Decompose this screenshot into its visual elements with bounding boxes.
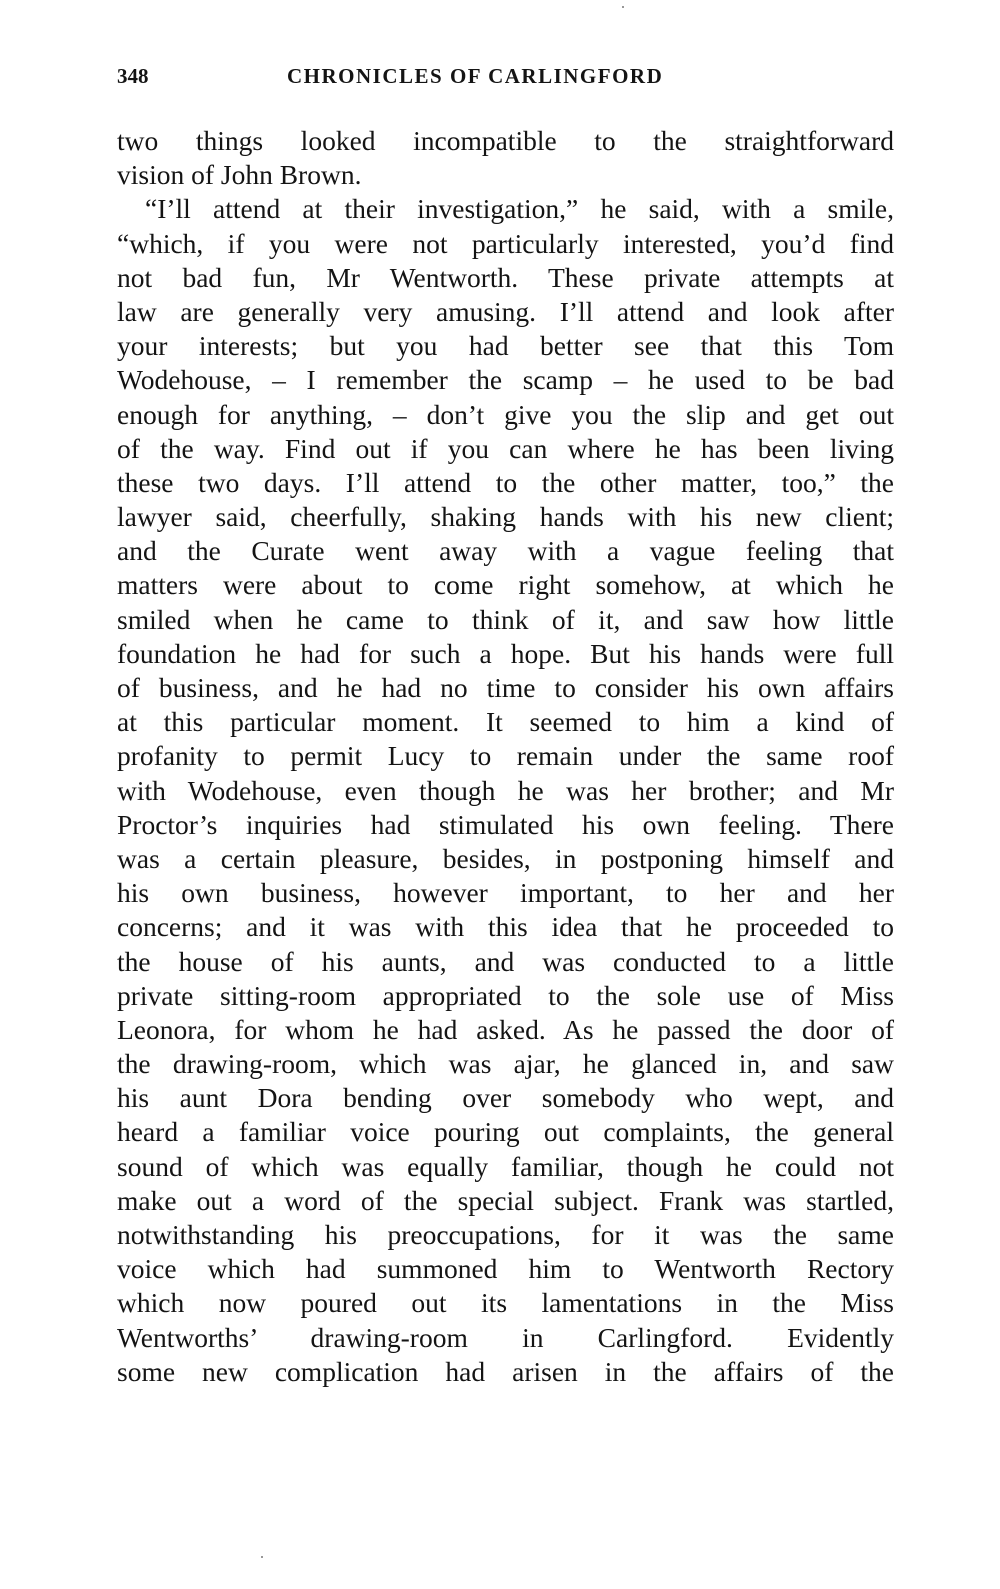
text-line: which now poured out its lamentations in the Miss	[117, 1287, 894, 1319]
text-line: make out a word of the special subject. Frank was startled,	[117, 1184, 894, 1216]
text-line: matters were about to come right somehow, at which he	[117, 569, 894, 601]
text-line: of the way. Find out if you can where he has been living	[117, 432, 894, 464]
scan-speck	[622, 6, 624, 8]
running-head	[117, 64, 894, 94]
text-line: concerns; and it was with this idea that he proceeded to	[117, 911, 894, 943]
running-title: CHRONICLES OF CARLINGFORD	[287, 64, 664, 88]
text-line: not bad fun, Mr Wentworth. These private attempts at	[117, 261, 894, 293]
text-line: law are generally very amusing. I’ll attend and look after	[117, 295, 894, 327]
text-line: his own business, however important, to her and her	[117, 877, 894, 909]
text-line: private sitting-room appropriated to the sole use of Miss	[117, 979, 894, 1011]
page-number: 348	[117, 64, 149, 88]
text-line: notwithstanding his preoccupations, for it was the same	[117, 1219, 894, 1250]
text-line: foundation he had for such a hope. But his hands were full	[117, 637, 894, 669]
text-line: enough for anything, – don’t give you the slip and get out	[117, 398, 894, 430]
text-line: voice which had summoned him to Wentworth Rectory	[117, 1253, 894, 1285]
body-text	[117, 124, 894, 1389]
text-line: Leonora, for whom he had asked. As he passed the door of	[117, 1013, 894, 1045]
text-line: vision of John Brown.	[117, 159, 362, 191]
text-line: two things looked incompatible to the straightforward	[117, 125, 894, 156]
text-line: was a certain pleasure, besides, in postponing himself and	[117, 842, 894, 874]
text-line: heard a familiar voice pouring out complaints, the general	[117, 1116, 894, 1148]
text-line: Wentworths’ drawing-room in Carlingford. Evidently	[117, 1321, 894, 1353]
text-line: Proctor’s inquiries had stimulated his own feeling. There	[117, 808, 894, 840]
text-line: sound of which was equally familiar, though he could not	[117, 1150, 894, 1182]
text-line: “I’ll attend at their investigation,” he said, with a smile,	[145, 193, 894, 225]
text-line: at this particular moment. It seemed to him a kind of	[117, 706, 894, 738]
text-line: lawyer said, cheerfully, shaking hands with his new client;	[117, 501, 894, 533]
text-line: the drawing-room, which was ajar, he glanced in, and saw	[117, 1048, 894, 1080]
text-line: “which, if you were not particularly interested, you’d find	[117, 227, 894, 259]
text-line: his aunt Dora bending over somebody who wept, and	[117, 1082, 894, 1114]
text-line: these two days. I’ll attend to the other matter, too,” the	[117, 466, 894, 498]
text-line: with Wodehouse, even though he was her brother; and Mr	[117, 774, 894, 806]
text-line: Wodehouse, – I remember the scamp – he used to be bad	[117, 364, 894, 396]
text-line: your interests; but you had better see that this Tom	[117, 330, 894, 362]
text-line: of business, and he had no time to consider his own affairs	[117, 672, 894, 703]
text-line: the house of his aunts, and was conducted to a little	[117, 945, 894, 977]
text-line: profanity to permit Lucy to remain under the same roof	[117, 740, 894, 772]
text-line: smiled when he came to think of it, and saw how little	[117, 603, 894, 635]
text-line: some new complication had arisen in the affairs of the	[117, 1355, 894, 1387]
scan-speck	[261, 1556, 263, 1558]
text-line: and the Curate went away with a vague feeling that	[117, 535, 894, 567]
